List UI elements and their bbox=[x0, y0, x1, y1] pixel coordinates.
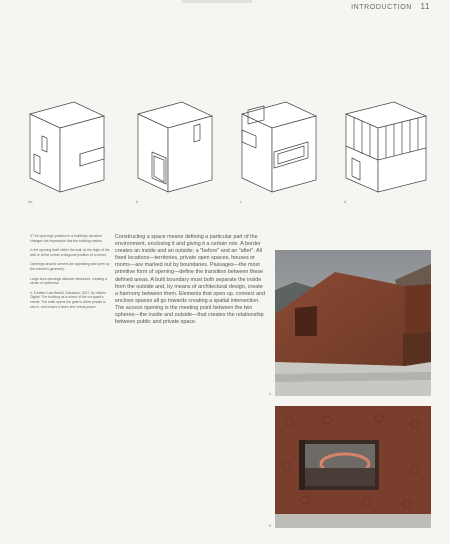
diagram-label-c: c bbox=[240, 199, 242, 204]
page-header bbox=[351, 2, 430, 11]
photo-label-4: 4 bbox=[269, 392, 271, 396]
caption-2: in the opening itself within the wall, at the edge of the wall or at the corner a diagonal position of a corner. bbox=[30, 248, 110, 257]
section-title: INTRODUCTION bbox=[351, 4, 412, 11]
photo-opening-detail bbox=[275, 406, 431, 528]
cube-diagram-a bbox=[22, 96, 112, 196]
cube-diagram-c bbox=[234, 96, 324, 196]
diagram-label-a: 3a bbox=[28, 199, 33, 204]
caption-1: 3 The opening's position in a building's structure changes the impression that the building makes. bbox=[30, 234, 103, 243]
axonometric-diagrams bbox=[22, 96, 434, 206]
photo-building-exterior bbox=[275, 250, 431, 396]
page-number: 11 bbox=[420, 2, 430, 11]
photo-label-5: 5 bbox=[269, 524, 271, 528]
caption-5: 4, 5 Atelier Lisa Bardill, Scharans, 2007, by Valerio Olgiati. The building as a mirror of the occupant's needs. The artist opens the gate to allow people to see in, and closes it when she needs peace. bbox=[30, 290, 106, 309]
caption-4: Large area openings dissolve structures, creating a sense of openness. bbox=[30, 276, 107, 286]
diagram-label-d: d bbox=[344, 199, 347, 204]
cube-diagram-b bbox=[130, 96, 220, 196]
figure-captions bbox=[30, 234, 110, 314]
top-rule bbox=[182, 0, 252, 3]
cube-diagram-d bbox=[338, 96, 434, 196]
body-paragraph: Constructing a space means defining a particular part of the environment, enclosing it and giving it a certain role. A border creates an inside and an outside; a "before" and an "after". All fixed locations—territories, private open spaces, houses or rooms—are marked out by boundaries. Passages—the most primitive form of opening—define the transition between these defined areas. A built boundary must both separate the inside from the outside and, by means of architectural design, create a harmony between them. Elements that open up, connect and enclose spaces all go towards creating a spatial intersection. The access opening is the meeting point between the two spheres—the inside and outside—that creates the relationship between public and private space. bbox=[115, 234, 266, 326]
caption-3: Openings around corners are appealing and open up the volume's geometry. bbox=[30, 262, 110, 271]
diagram-label-b: b bbox=[136, 199, 139, 204]
